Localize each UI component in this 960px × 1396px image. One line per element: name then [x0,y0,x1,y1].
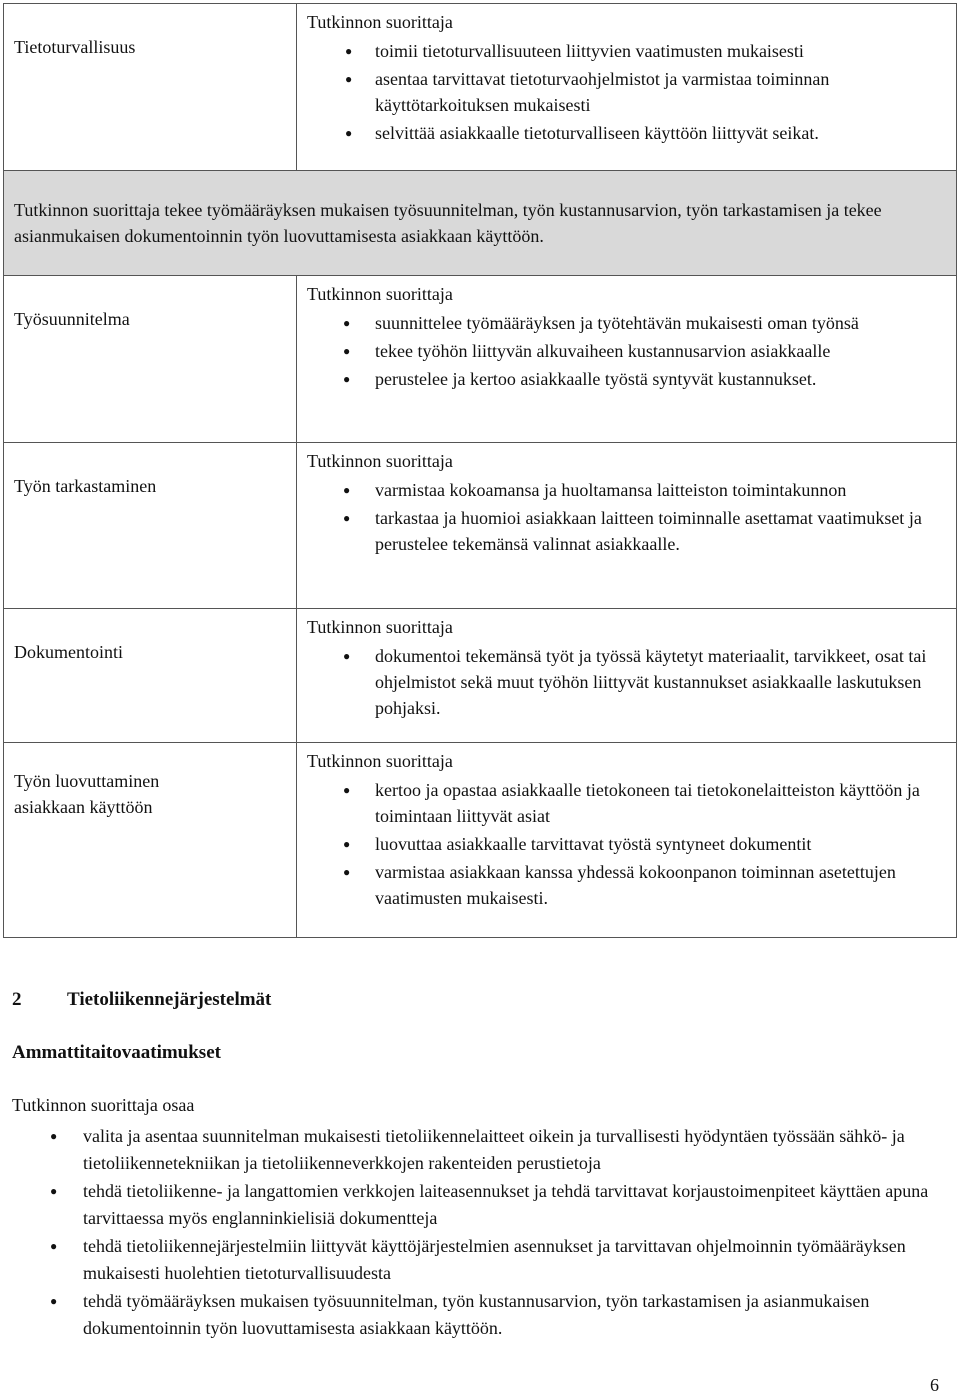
row-lead: Tutkinnon suorittaja [307,451,453,471]
table-row [4,171,957,276]
list-item: ● perustelee ja kertoo asiakkaalle työstä syntyvät kustannukset. [307,366,946,392]
row-label [4,743,297,938]
row-content [297,276,957,443]
table-row [4,276,957,443]
requirements-table [3,3,957,938]
subheading: Ammattitaitovaatimukset [12,1042,221,1063]
list-item: ● luovuttaa asiakkaalle tarvittavat työstä syntyneet dokumentit [307,831,946,857]
row-content [297,609,957,743]
list-item: ● varmistaa kokoamansa ja huoltamansa laitteiston toimintakunnon [307,477,946,503]
list-item: ● tehdä tietoliikenne- ja langattomien verkkojen laiteasennukset ja tehdä tarvittavat korjaustoimenpiteet käyttäen apuna tarvittaessa myös englanninkielisiä dokumentteja [12,1178,947,1232]
row-lead: Tutkinnon suorittaja [307,12,453,32]
list-item: ● asentaa tarvittavat tietoturvaohjelmistot ja varmistaa toiminnan käyttötarkoituksen mukaisesti [307,66,946,118]
table-row [4,609,957,743]
list-item: ● varmistaa asiakkaan kanssa yhdessä kokoonpanon toiminnan asetettujen vaatimusten mukaisesti. [307,859,946,911]
row-label: Työn tarkastaminen [4,443,297,609]
list-item: ● valita ja asentaa suunnitelman mukaisesti tietoliikennelaitteet oikein ja turvallisesti hyödyntäen työssään sähkö- ja tietoliikennetekniikan ja tietoliikenneverkkojen rakenteiden perustietoja [12,1123,947,1177]
bullet-list [307,310,946,392]
bullet-list [307,477,946,557]
list-item: ● tarkastaa ja huomioi asiakkaan laitteen toiminnalle asettamat vaatimukset ja perustelee tekemänsä valinnat asiakkaalle. [307,505,946,557]
row-label: Tietoturvallisuus [4,4,297,171]
section-title: Tietoliikennejärjestelmät [67,989,272,1010]
table-row [4,4,957,171]
section-number: 2 [12,989,22,1010]
section-heading [12,989,271,1011]
row-content [297,743,957,938]
row-label-line: Työn luovuttaminen [14,771,160,791]
row-label: Dokumentointi [4,609,297,743]
list-item: ● suunnittelee työmääräyksen ja työtehtävän mukaisesti oman työnsä [307,310,946,336]
list-item: ● dokumentoi tekemänsä työt ja työssä käytetyt materiaalit, tarvikkeet, osat tai ohjelmistot sekä muut työhön liittyvät kustannukset asiakkaalle laskutuksen pohjaksi. [307,643,946,721]
list-item: ● toimii tietoturvallisuuteen liittyvien vaatimusten mukaisesti [307,38,946,64]
list-item: ● tehdä tietoliikennejärjestelmiin liittyvät käyttöjärjestelmien asennukset ja tarvittavan ohjelmoinnin työmääräyksen mukaisesti huolehtien tietoturvallisuudesta [12,1233,947,1287]
page-number: 6 [930,1375,939,1395]
table-row [4,443,957,609]
row-lead: Tutkinnon suorittaja [307,617,453,637]
row-content [297,443,957,609]
list-item: ● kertoo ja opastaa asiakkaalle tietokoneen tai tietokonelaitteiston käyttöön ja toimintaan liittyvät asiat [307,777,946,829]
row-label: Työsuunnitelma [4,276,297,443]
list-item: ● tehdä työmääräyksen mukaisen työsuunnitelman, työn kustannusarvion, työn tarkastamisen ja asianmukaisen dokumentoinnin työn luovuttamisesta asiakkaan käyttöön. [12,1288,947,1342]
list-item: ● tekee työhön liittyvän alkuvaiheen kustannusarvion asiakkaalle [307,338,946,364]
intro-text: Tutkinnon suorittaja osaa [12,1095,195,1115]
list-item: ● selvittää asiakkaalle tietoturvalliseen käyttöön liittyvät seikat. [307,120,946,146]
summary-row: Tutkinnon suorittaja tekee työmääräyksen mukaisen työsuunnitelman, työn kustannusarvion, työn tarkastamisen ja tekee asianmukaisen dokumentoinnin työn luovuttamisesta asiakkaan käyttöön. [4,171,957,276]
row-lead: Tutkinnon suorittaja [307,751,453,771]
requirements-list [12,1123,947,1343]
bullet-list [307,643,946,721]
row-content [297,4,957,171]
table-row [4,743,957,938]
bullet-list [307,777,946,911]
row-lead: Tutkinnon suorittaja [307,284,453,304]
bullet-list [307,38,946,146]
row-label-line: asiakkaan käyttöön [14,797,153,817]
